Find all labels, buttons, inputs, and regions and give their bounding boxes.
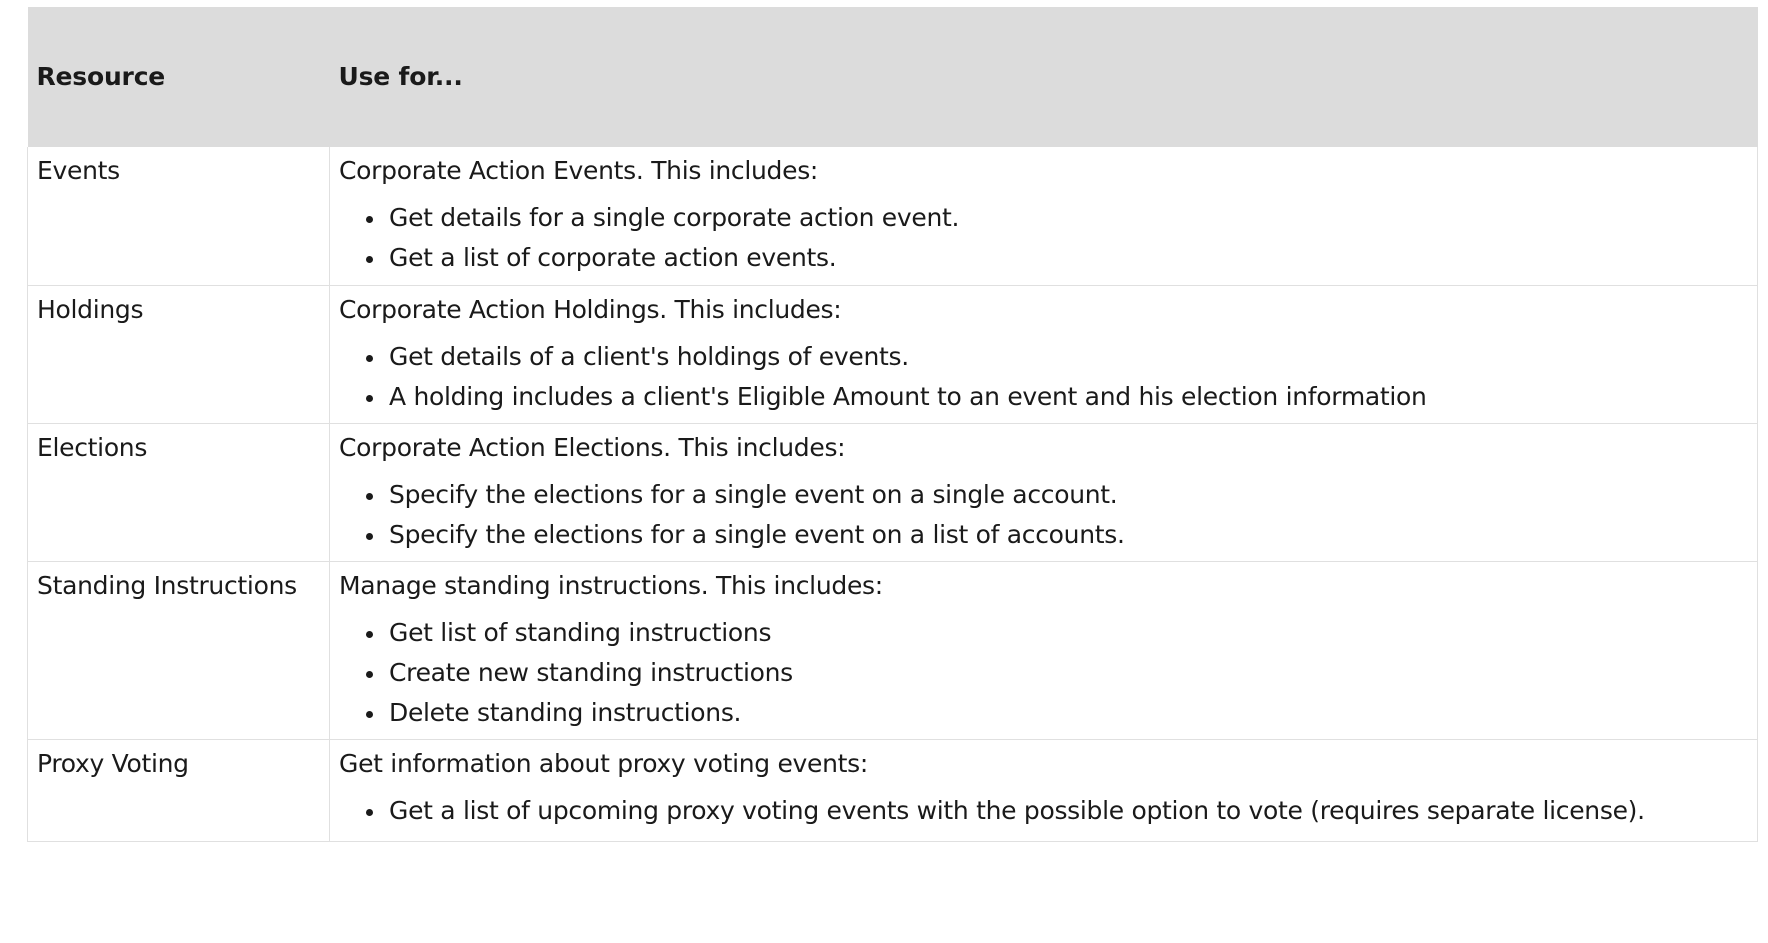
resource-table [27,7,1758,842]
use-for-intro: Manage standing instructions. This includes: [339,570,883,600]
header-use-for: Use for... [330,7,1758,147]
resource-cell: Proxy Voting [28,739,330,841]
use-for-bullet-list [339,475,1748,555]
use-for-bullet-list [339,198,1748,278]
use-for-bullet-list [339,613,1748,733]
header-resource: Resource [28,7,330,147]
list-item: • Create new standing instructions [387,653,1748,693]
table-row [28,147,1758,285]
list-item: • Get a list of corporate action events. [387,238,1748,278]
use-for-intro: Get information about proxy voting events: [339,748,869,778]
table-row [28,561,1758,739]
table-header [28,7,1758,147]
resource-cell: Elections [28,423,330,561]
table-row [28,739,1758,841]
table-row [28,423,1758,561]
use-for-intro: Corporate Action Elections. This includes: [339,432,846,462]
use-for-cell [330,285,1758,423]
use-for-cell [330,739,1758,841]
list-item: • Get a list of upcoming proxy voting events with the possible option to vote (requires separate license). [387,791,1748,831]
list-item: • Get list of standing instructions [387,613,1748,653]
list-item: • Delete standing instructions. [387,693,1748,733]
resource-cell: Events [28,147,330,285]
table-body [28,147,1758,841]
use-for-intro: Corporate Action Events. This includes: [339,156,819,185]
use-for-bullet-list [339,337,1748,417]
use-for-cell [330,147,1758,285]
use-for-cell [330,423,1758,561]
resource-cell: Standing Instructions [28,561,330,739]
use-for-bullet-list [339,791,1748,831]
list-item: • Specify the elections for a single event on a list of accounts. [387,515,1748,555]
resource-cell: Holdings [28,285,330,423]
use-for-intro: Corporate Action Holdings. This includes: [339,294,842,324]
table-row [28,285,1758,423]
list-item: • Get details of a client's holdings of events. [387,337,1748,377]
list-item: • A holding includes a client's Eligible Amount to an event and his election information [387,377,1748,417]
table-header-row [28,7,1758,147]
use-for-cell [330,561,1758,739]
list-item: • Get details for a single corporate action event. [387,198,1748,238]
list-item: • Specify the elections for a single event on a single account. [387,475,1748,515]
